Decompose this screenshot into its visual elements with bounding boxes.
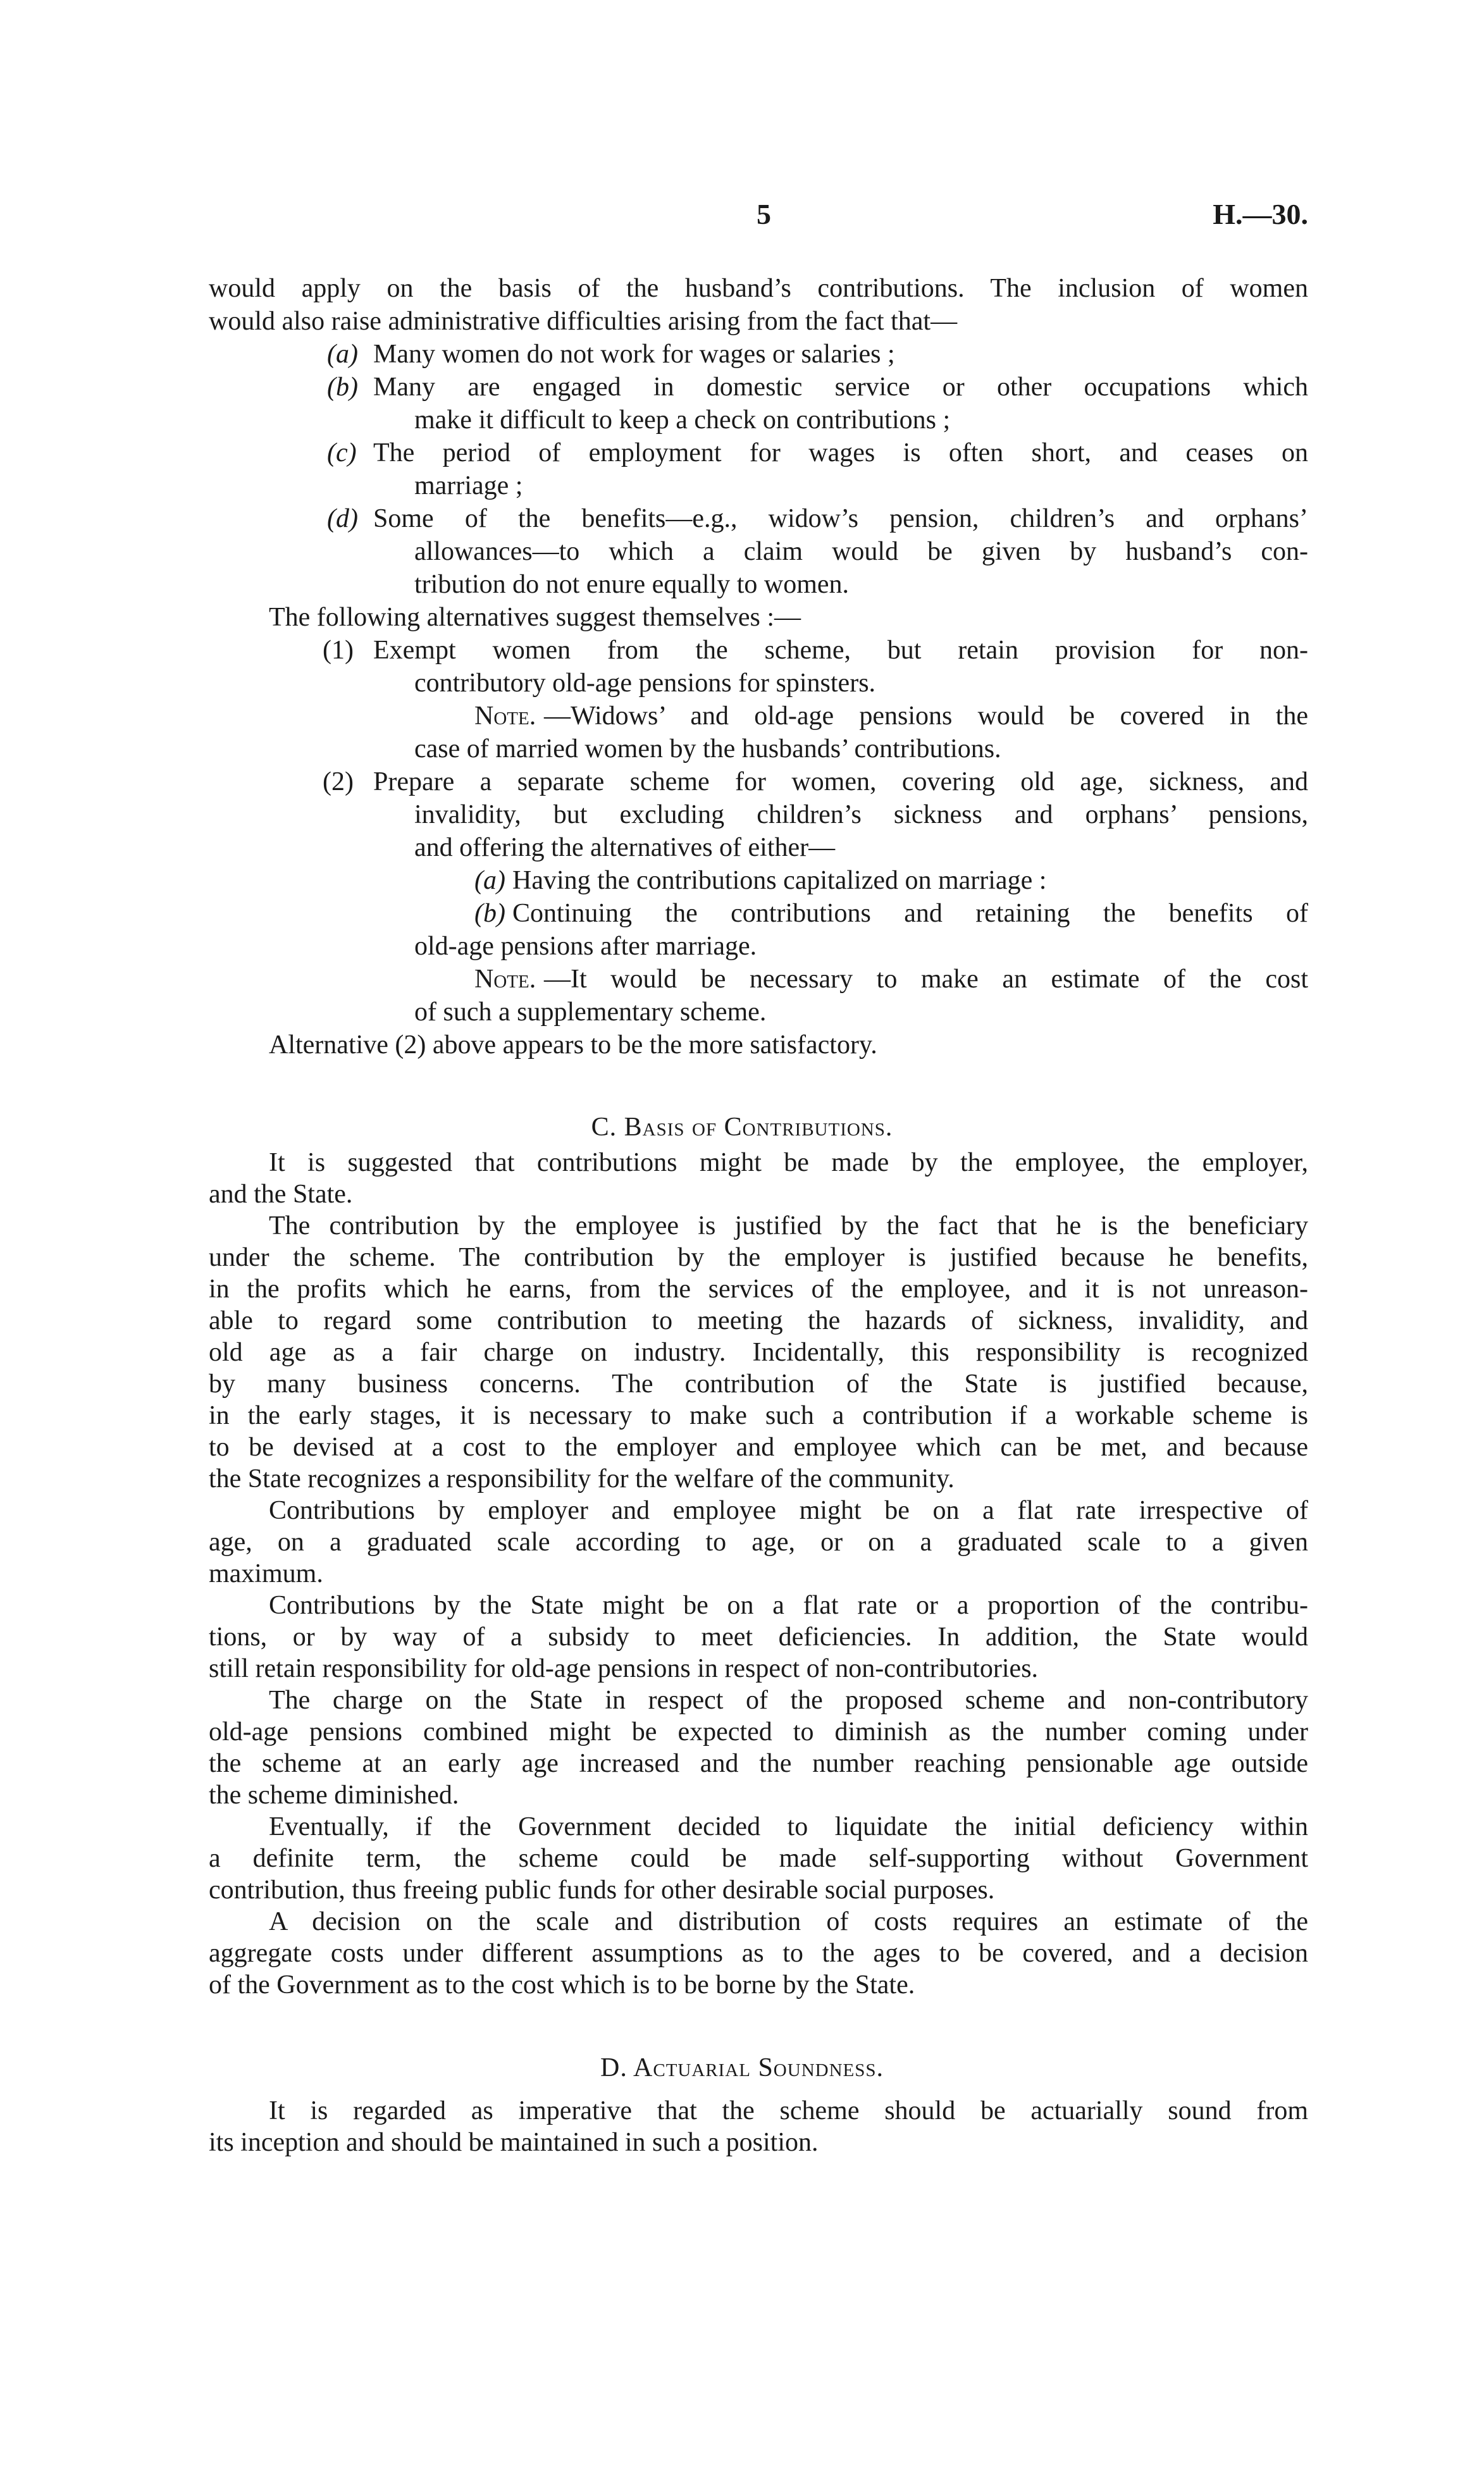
text-line: Continuing the contributions and retaining the benefits of [512,899,1308,928]
text-line: make it difficult to keep a check on contributions ; [414,405,951,435]
text-line: age, on a graduated scale according to age, or on a graduated scale to a given [209,1528,1308,1557]
text-line: —It would be necessary to make an estimate of the cost [544,965,1308,994]
section-heading-c: C. Basis of Contributions. [591,1113,893,1142]
text-line: tribution do not enure equally to women. [414,570,850,599]
text-line: The contribution by the employee is justified by the fact that he is the beneficiary [269,1211,1308,1240]
text-line: Contributions by the State might be on a flat rate or a proportion of the contribu- [269,1591,1308,1620]
list-item [209,338,1308,371]
text-line: The period of employment for wages is often short, and ceases on [373,438,1308,467]
text-line: its inception and should be maintained in such a position. [209,2128,819,2157]
text-line: and offering the alternatives of either— [414,833,836,862]
text-line: of such a supplementary scheme. [414,998,767,1027]
text-line: old-age pensions after marriage. [414,932,757,961]
text-line: able to regard some contribution to meeting the hazards of sickness, invalidity, and [209,1306,1308,1335]
text-line: would also raise administrative difficulties arising from the fact that— [209,307,958,336]
list-item [209,502,1308,535]
text-line: would apply on the basis of the husband’s contributions. The inclusion of women [209,274,1308,303]
sub-item [209,897,1308,930]
text-line: maximum. [209,1559,323,1588]
text-line: It is regarded as imperative that the scheme should be actuarially sound from [269,2096,1308,2125]
text-line: The charge on the State in respect of the proposed scheme and non-contributory [269,1686,1308,1715]
list-label: (b) [474,899,505,928]
text-line: tions, or by way of a subsidy to meet deficiencies. In addition, the State would [209,1623,1308,1652]
note-label: Note. [474,965,536,994]
text-line: A decision on the scale and distribution of costs requires an estimate of the [269,1907,1308,1936]
section-women-provisions [209,272,1308,1061]
list-label: (2) [323,767,354,796]
note [209,700,1308,733]
text-line: the State recognizes a responsibility for the welfare of the community. [209,1464,955,1493]
document-reference: H.—30. [1213,198,1308,230]
page-number: 5 [757,198,771,230]
text-line: It is suggested that contributions might be made by the employee, the employer, [269,1148,1308,1177]
text-line: in the profits which he earns, from the services of the employee, and it is not unreason- [209,1275,1308,1304]
text-line: Contributions by employer and employee might be on a flat rate irrespective of [269,1496,1308,1525]
text-line: Alternative (2) above appears to be the more satisfactory. [269,1030,877,1060]
note-label: Note. [474,702,536,731]
text-line: Exempt women from the scheme, but retain provision for non- [373,636,1308,665]
text-line: the scheme at an early age increased and the number reaching pensionable age outside [209,1749,1308,1778]
list-label: (d) [327,504,358,533]
text-line: Many are engaged in domestic service or other occupations which [373,373,1308,402]
list-label: (c) [327,438,357,467]
list-label: (a) [474,866,505,895]
text-line: invalidity, but excluding children’s sickness and orphans’ pensions, [414,800,1308,829]
text-line: Eventually, if the Government decided to liquidate the initial deficiency within [269,1812,1308,1841]
text-line: contributory old-age pensions for spinsters. [414,669,876,698]
list-label: (a) [327,340,358,369]
section-actuarial-soundness [209,2095,1308,2158]
list-item [209,436,1308,469]
note [209,963,1308,996]
text-line: Prepare a separate scheme for women, covering old age, sickness, and [373,767,1308,796]
text-line: —Widows’ and old-age pensions would be covered in the [544,702,1308,731]
text-line: aggregate costs under different assumptions as to the ages to be covered, and a decision [209,1939,1308,1968]
text-line: still retain responsibility for old-age pensions in respect of non-contributories. [209,1654,1039,1683]
text-line: the scheme diminished. [209,1781,459,1810]
text-line: in the early stages, it is necessary to make such a contribution if a workable scheme is [209,1401,1308,1430]
text-line: by many business concerns. The contribution of the State is justified because, [209,1369,1308,1399]
section-heading-d: D. Actuarial Soundness. [600,2053,884,2082]
alternative-2 [209,765,1308,798]
list-label: (b) [327,373,358,402]
text-line: The following alternatives suggest themselves :— [269,603,801,632]
text-line: marriage ; [414,471,523,500]
section-basis-of-contributions [209,1147,1308,2001]
text-line: a definite term, the scheme could be made self-supporting without Government [209,1844,1308,1873]
alternative-1 [209,634,1308,667]
text-line: Some of the benefits—e.g., widow’s pension, children’s and orphans’ [373,504,1308,533]
list-label: (1) [323,636,354,665]
text-line: under the scheme. The contribution by the employer is justified because he benefits, [209,1243,1308,1272]
text-line: case of married women by the husbands’ contributions. [414,734,1001,763]
text-line: to be devised at a cost to the employer and employee which can be met, and because [209,1433,1308,1462]
text-line: of the Government as to the cost which is to be borne by the State. [209,1970,915,2000]
text-line: and the State. [209,1180,353,1209]
text-line: old age as a fair charge on industry. Incidentally, this responsibility is recognized [209,1338,1308,1367]
sub-item [209,864,1308,897]
text-line: old-age pensions combined might be expected to diminish as the number coming under [209,1717,1308,1746]
text-line: allowances—to which a claim would be given by husband’s con- [414,537,1308,566]
text-line: Having the contributions capitalized on marriage : [512,866,1047,895]
list-item [209,371,1308,404]
text-line: Many women do not work for wages or salaries ; [373,340,895,369]
text-line: contribution, thus freeing public funds for other desirable social purposes. [209,1876,995,1905]
